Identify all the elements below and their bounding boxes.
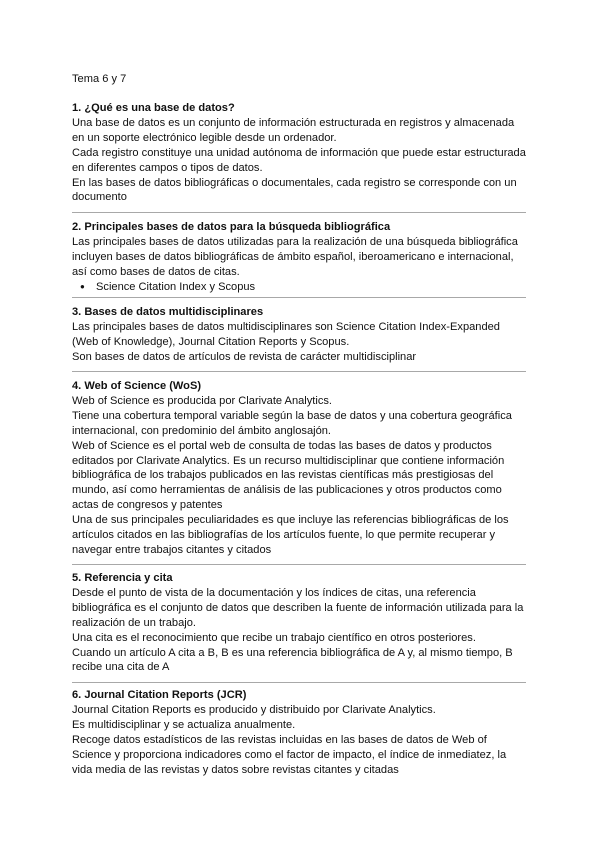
text-line: artículos citados en las bibliografías de los artículos fuente, lo que permite recuperar y	[72, 529, 496, 542]
text-line: Las principales bases de datos multidisciplinares son Science Citation Index-Expanded	[72, 320, 500, 333]
section-divider	[72, 212, 526, 213]
page-header: Tema 6 y 7	[72, 73, 127, 85]
text-line: Son bases de datos de artículos de revista de carácter multidisciplinar	[72, 350, 417, 363]
text-line: vida media de las revistas y datos sobre revistas citantes y citadas	[72, 763, 399, 776]
bullet-text: Science Citation Index y Scopus	[96, 280, 256, 293]
text-line: en diferentes campos o tipos de datos.	[72, 161, 263, 174]
section-title: 3. Bases de datos multidisciplinares	[72, 306, 264, 318]
text-line: internacional, con predominio del ámbito anglosajón.	[72, 424, 332, 437]
section-divider	[72, 564, 526, 565]
text-line: actas de congresos y patentes	[72, 499, 223, 512]
section-jcr	[72, 688, 528, 777]
text-line: editados por Clarivate Analytics. Es un recurso multidisciplinar que contiene información	[72, 454, 505, 467]
text-line: navegar entre trabajos citantes y citados	[72, 543, 272, 556]
section-divider	[72, 297, 526, 298]
section-title: 2. Principales bases de datos para la búsqueda bibliográfica	[72, 221, 391, 233]
section-title: 1. ¿Qué es una base de datos?	[72, 102, 235, 114]
text-line: en un soporte electrónico legible desde un ordenador.	[72, 131, 337, 144]
section-title: 5. Referencia y cita	[72, 572, 173, 584]
text-line: En las bases de datos bibliográficas o documentales, cada registro se corresponde con un	[72, 176, 517, 189]
text-line: mundo, así como herramientas de análisis de las publicaciones y otros productos como	[72, 484, 502, 497]
text-line: Web of Science es producida por Clarivate Analytics.	[72, 394, 333, 407]
text-line: Cada registro constituye una unidad autónoma de información que puede estar estructurada	[72, 146, 526, 159]
text-line: Desde el punto de vista de la documentación y los índices de citas, una referencia	[72, 586, 476, 599]
text-line: realización de un trabajo.	[72, 616, 196, 629]
text-line: Una base de datos es un conjunto de información estructurada en registros y almacenada	[72, 116, 515, 129]
section-divider	[72, 371, 526, 372]
text-line: Journal Citation Reports es producido y distribuido por Clarivate Analytics.	[72, 703, 436, 716]
text-line: documento	[72, 191, 127, 204]
section-divider	[72, 682, 526, 683]
text-line: (Web of Knowledge), Journal Citation Reports y Scopus.	[72, 335, 350, 348]
bullet-item	[72, 280, 528, 295]
text-line: Recoge datos estadísticos de las revistas incluidas en las bases de datos de Web of	[72, 733, 487, 746]
bullet-dot-icon: ●	[80, 281, 85, 291]
section-web-of-science	[72, 379, 528, 558]
text-line: Web of Science es el portal web de consulta de todas las bases de datos y productos	[72, 439, 492, 452]
text-line: bibliográfica de los trabajos publicados en las revistas científicas más prestigiosas del	[72, 469, 494, 482]
section-reference-citation	[72, 571, 528, 675]
text-line: Las principales bases de datos utilizadas para la realización de una búsqueda bibliográfica	[72, 235, 518, 248]
text-line: Science y proporciona indicadores como el factor de impacto, el índice de inmediatez, la	[72, 748, 507, 761]
text-line: Una cita es el reconocimiento que recibe un trabajo científico en otros posteriores.	[72, 631, 476, 644]
section-main-databases	[72, 220, 528, 295]
text-line: bibliográfica es el conjunto de datos que describen la fuente de información utilizada para la	[72, 601, 524, 614]
text-line: recibe una cita de A	[72, 661, 170, 674]
text-line: así como bases de datos de citas.	[72, 265, 240, 278]
text-line: Cuando un artículo A cita a B, B es una referencia bibliográfica de A y, al mismo tiempo, B	[72, 646, 513, 659]
section-title: 6. Journal Citation Reports (JCR)	[72, 689, 247, 701]
text-line: Tiene una cobertura temporal variable según la base de datos y una cobertura geográfica	[72, 409, 512, 422]
text-line: Es multidisciplinar y se actualiza anualmente.	[72, 718, 296, 731]
section-what-is-database	[72, 101, 528, 205]
text-line: incluyen bases de datos bibliográficas de ámbito español, iberoamericano e internacional,	[72, 250, 514, 263]
section-multidisciplinary	[72, 305, 528, 365]
bullet-list	[72, 280, 528, 295]
section-title: 4. Web of Science (WoS)	[72, 380, 202, 392]
text-line: Una de sus principales peculiaridades es que incluye las referencias bibliográficas de los	[72, 514, 509, 527]
